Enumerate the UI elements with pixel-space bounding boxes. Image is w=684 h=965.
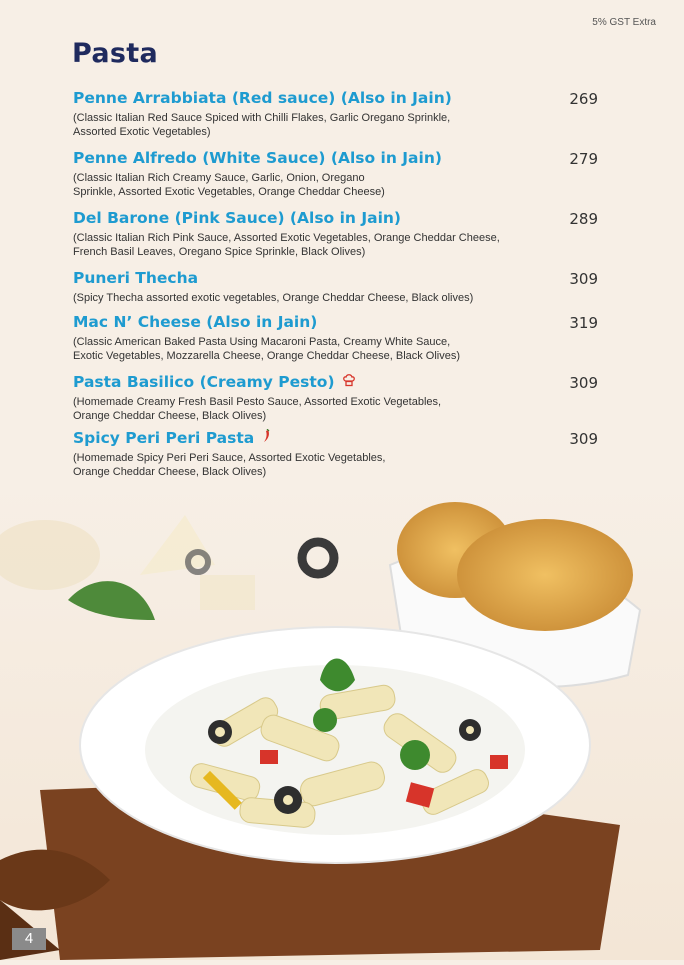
item-description: (Classic Italian Rich Pink Sauce, Assorted Exotic Vegetables, Orange Cheddar Cheese, French Basil Leaves, Oregano Spice Sprinkle, Black Olives) [73,232,500,258]
item-description: (Homemade Spicy Peri Peri Sauce, Assorted Exotic Vegetables, Orange Cheddar Cheese, Black Olives) [73,452,386,478]
item-name: Mac N’ Cheese (Also in Jain) [73,313,318,331]
item-name: Penne Arrabbiata (Red sauce) (Also in Jain) [73,89,452,107]
menu-item [73,313,598,363]
item-price: 279 [569,150,598,168]
menu-item [73,373,598,423]
menu-item [73,89,598,139]
item-name: Spicy Peri Peri Pasta [73,429,255,447]
item-price: 269 [569,90,598,108]
gst-note: 5% GST Extra [592,17,656,28]
page-title: Pasta [72,38,158,69]
item-description: (Classic American Baked Pasta Using Macaroni Pasta, Creamy White Sauce, Exotic Vegetables, Mozzarella Cheese, Orange Cheddar Cheese, Black Olives) [73,336,461,362]
item-name: Puneri Thecha [73,269,199,287]
item-description: (Classic Italian Rich Creamy Sauce, Garlic, Onion, Oregano Sprinkle, Assorted Exotic Vegetables, Orange Cheddar Cheese) [73,172,385,198]
item-price: 289 [569,210,598,228]
item-description: (Classic Italian Red Sauce Spiced with Chilli Flakes, Garlic Oregano Sprinkle, Assorted Exotic Vegetables) [73,112,451,138]
chili-icon [263,429,271,448]
menu-item [73,209,598,259]
item-price: 309 [569,374,598,392]
item-description: (Spicy Thecha assorted exotic vegetables, Orange Cheddar Cheese, Black olives) [73,292,474,304]
pasta-dish-photo [0,480,684,960]
menu-item [73,269,598,305]
item-name: Del Barone (Pink Sauce) (Also in Jain) [73,209,401,227]
page-number: 4 [12,928,46,950]
menu-item [73,149,598,199]
chef-hat-icon [343,374,355,392]
item-price: 309 [569,270,598,288]
item-name: Pasta Basilico (Creamy Pesto) [73,373,335,391]
menu-item [73,429,598,479]
item-description: (Homemade Creamy Fresh Basil Pesto Sauce, Assorted Exotic Vegetables, Orange Cheddar Cheese, Black Olives) [73,396,442,422]
item-name: Penne Alfredo (White Sauce) (Also in Jain) [73,149,442,167]
item-price: 309 [569,430,598,448]
item-price: 319 [569,314,598,332]
